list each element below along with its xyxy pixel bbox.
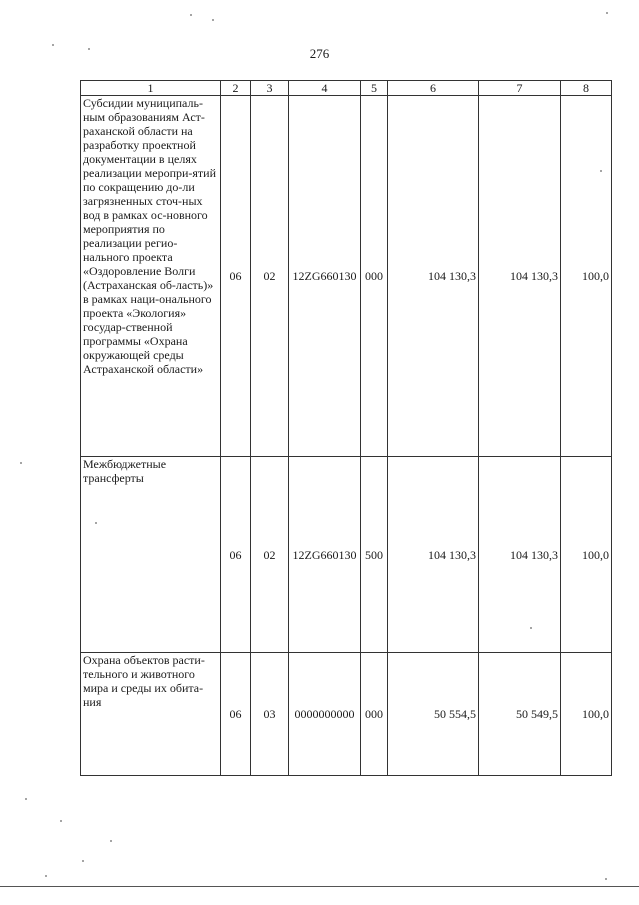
target-article-code: 12ZG660130: [289, 96, 361, 457]
subsection-code: 03: [251, 653, 289, 776]
row-name: Межбюджетные трансферты: [81, 457, 221, 653]
scan-speck: [45, 875, 47, 877]
planned-amount: 50 554,5: [388, 653, 479, 776]
scan-speck: [60, 820, 62, 822]
expense-type-code: 000: [361, 96, 388, 457]
scan-speck: [605, 878, 607, 880]
header-cell-6: 6: [388, 81, 479, 96]
header-cell-5: 5: [361, 81, 388, 96]
header-cell-7: 7: [479, 81, 561, 96]
table-row: [81, 457, 612, 653]
header-cell-8: 8: [561, 81, 612, 96]
scan-speck: [20, 462, 22, 464]
scan-speck: [82, 860, 84, 862]
scan-speck: [52, 44, 54, 46]
actual-amount: 104 130,3: [479, 96, 561, 457]
section-code: 06: [221, 457, 251, 653]
table-row: [81, 653, 612, 776]
expense-type-code: 000: [361, 653, 388, 776]
scan-speck: [212, 19, 214, 21]
execution-percent: 100,0: [561, 457, 612, 653]
scan-speck: [25, 798, 27, 800]
planned-amount: 104 130,3: [388, 96, 479, 457]
scan-speck: [190, 14, 192, 16]
actual-amount: 50 549,5: [479, 653, 561, 776]
scan-speck: [606, 12, 608, 14]
subsection-code: 02: [251, 457, 289, 653]
header-cell-1: 1: [81, 81, 221, 96]
scan-speck: [110, 840, 112, 842]
header-cell-2: 2: [221, 81, 251, 96]
scan-speck: [95, 522, 97, 524]
scan-edge-line: [0, 886, 639, 887]
scan-speck: [600, 170, 602, 172]
execution-percent: 100,0: [561, 96, 612, 457]
target-article-code: 0000000000: [289, 653, 361, 776]
expense-type-code: 500: [361, 457, 388, 653]
page-number: 276: [309, 46, 330, 61]
header-row: [81, 81, 612, 96]
section-code: 06: [221, 96, 251, 457]
table-row: [81, 96, 612, 457]
row-name: Охрана объектов расти-тельного и животного мира и среды их обита-ния: [81, 653, 221, 776]
subsection-code: 02: [251, 96, 289, 457]
target-article-code: 12ZG660130: [289, 457, 361, 653]
header-cell-4: 4: [289, 81, 361, 96]
actual-amount: 104 130,3: [479, 457, 561, 653]
header-cell-3: 3: [251, 81, 289, 96]
execution-percent: 100,0: [561, 653, 612, 776]
planned-amount: 104 130,3: [388, 457, 479, 653]
row-name: Субсидии муниципаль-ным образованиям Аст-раханской области на разработку проектной документации в целях реализации меропри-ятий по сокращению до-ли загрязненных сточ-ных вод в рамках ос-новного мероприятия по реализации регио-нального проекта «Оздоровление Волги (Астраханская об-ласть)» в рамках наци-онального проекта «Экология» государ-ственной программы «Охрана окружающей среды Астраханской области»: [81, 96, 221, 457]
section-code: 06: [221, 653, 251, 776]
budget-table: [80, 80, 612, 776]
scan-speck: [530, 627, 532, 629]
scan-speck: [88, 48, 90, 50]
